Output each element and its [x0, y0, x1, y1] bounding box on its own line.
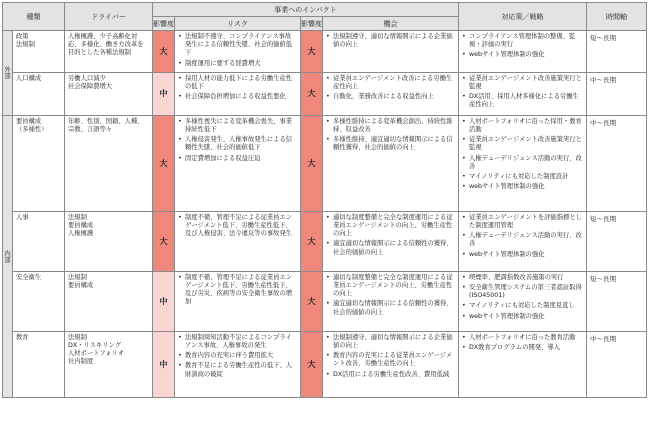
- driver-cell: 法規制 要員構成: [65, 271, 153, 331]
- response-cell: [459, 31, 587, 73]
- response-item: • 人権デューデリジェンス活動の実行、改善: [462, 155, 583, 171]
- risk-item-list: [178, 118, 297, 163]
- type-cell: 教育: [13, 331, 65, 397]
- opportunity-severity-badge: 大: [301, 271, 323, 331]
- response-cell: [459, 331, 587, 397]
- opportunity-item-list: [326, 274, 455, 317]
- driver-cell: 年齢、性別、国籍、人種、宗教、言語等々: [65, 115, 153, 211]
- type-cell: 安全衛生: [13, 271, 65, 331]
- risk-opportunity-table: [2, 2, 647, 398]
- risk-cell: [175, 331, 301, 397]
- timeline-cell: 中〜長期: [587, 115, 647, 211]
- opportunity-item-list: [326, 334, 455, 379]
- response-item: • 従業員エンゲージメントを評価指標とした制度運用管理: [462, 214, 583, 230]
- response-item: • webサイト管理体制の強化: [462, 313, 583, 321]
- risk-item: • 制度不備、管理不足による従業員エンゲージメント低下、労働生産性低下、及び労災、疾病等の安全衛生事故の増加: [178, 274, 297, 307]
- header-impact: 事業へのインパクト: [153, 3, 459, 17]
- risk-item: • 制度運用に要する経費増大: [178, 60, 297, 68]
- risk-severity-badge: 大: [153, 31, 175, 73]
- header-opp-severity: 影響度: [301, 17, 323, 31]
- opportunity-cell: [323, 271, 459, 331]
- risk-item-list: [178, 334, 297, 379]
- risk-severity-badge: 中: [153, 72, 175, 115]
- risk-item-list: [178, 33, 297, 68]
- risk-item: • 法規制周知活動不足によるコンプライアンス事故、人権事故の発生: [178, 334, 297, 350]
- response-item: • 喫煙率、肥満指数改善施策の実行: [462, 274, 583, 282]
- response-item-list: [462, 33, 583, 60]
- opportunity-item: • 適切な制度整備と完全な制度運用による従業員エンゲージメントの向上、労働生産性の向上: [326, 274, 455, 299]
- opportunity-item: • 従業員エンゲージメント改善による労働生産性向上: [326, 75, 455, 91]
- type-cell: 人口構成: [13, 72, 65, 115]
- header-type: 種類: [3, 3, 65, 31]
- response-item: • マイノリティにも対応した制度設計: [462, 173, 583, 181]
- timeline-cell: 中〜長期: [587, 72, 647, 115]
- opportunity-item: • 自動化、業務改善による収益性向上: [326, 93, 455, 101]
- risk-severity-badge: 大: [153, 115, 175, 211]
- response-item-list: [462, 214, 583, 259]
- risk-cell: [175, 115, 301, 211]
- risk-cell: [175, 72, 301, 115]
- response-cell: [459, 115, 587, 211]
- response-item-list: [462, 274, 583, 321]
- response-item: • 人材ポートフォリオに沿った採用・教育活動: [462, 118, 583, 134]
- risk-item-list: [178, 214, 297, 239]
- response-item: • 人権デューデリジェンス活動の実行、改善: [462, 232, 583, 248]
- type-cell: 要員構成 （多様性）: [13, 115, 65, 211]
- response-cell: [459, 72, 587, 115]
- driver-cell: 人権擁護、少子高齢化対応、多様化、働き方改革を目的とした各種法規制: [65, 31, 153, 73]
- risk-item: • 教育不足による労働生産性の低下、人財訓商の破綻: [178, 362, 297, 378]
- opportunity-item: • 適宜適切な情報開示による信頼性の獲得、社会的価値の向上: [326, 300, 455, 316]
- opportunity-item: • 多様性維持による変革機会創出、持続性維持、収益改善: [326, 118, 455, 134]
- header-response: 対応策／戦略: [459, 3, 587, 31]
- opportunity-item: • 多様性維持、適宜適切な情報開示による信頼性獲得、社会的価値の向上: [326, 136, 455, 152]
- table-row: [3, 31, 647, 73]
- risk-item: • 採用人材の能力低下による労働生産性の低下: [178, 75, 297, 91]
- header-risk: リスク: [175, 17, 301, 31]
- response-item: • webサイト管理体制の強化: [462, 51, 583, 59]
- opportunity-cell: [323, 115, 459, 211]
- risk-opportunity-table-container: [2, 2, 646, 426]
- timeline-cell: 短〜長期: [587, 31, 647, 73]
- risk-cell: [175, 31, 301, 73]
- opportunity-cell: [323, 211, 459, 271]
- opportunity-item: • 適宜適切な情報開示による信頼性の獲得、社会的価値の向上: [326, 240, 455, 256]
- risk-severity-badge: 中: [153, 271, 175, 331]
- response-item: • 従業員エンゲージメント改善施策実行と監視: [462, 136, 583, 152]
- table-row: [3, 72, 647, 115]
- opportunity-severity-badge: 大: [301, 31, 323, 73]
- opportunity-item-list: [326, 75, 455, 102]
- driver-cell: 法規制 DX・リスキリング 人材ポートフォリオ 社内制度: [65, 331, 153, 397]
- opportunity-severity-badge: 大: [301, 115, 323, 211]
- risk-severity-badge: 中: [153, 331, 175, 397]
- opportunity-severity-badge: 大: [301, 211, 323, 271]
- header-driver: ドライバー: [65, 3, 153, 31]
- type-cell: 政策 法規制: [13, 31, 65, 73]
- opportunity-severity-badge: 大: [301, 331, 323, 397]
- opportunity-item: • DX活用による労働生産性改善、費用低減: [326, 371, 455, 379]
- opportunity-item: • 適切な制度整備と完全な制度運用による従業員エンゲージメントの向上、労働生産性の向上: [326, 214, 455, 239]
- type-cell: 人事: [13, 211, 65, 271]
- response-item-list: [462, 75, 583, 110]
- response-item-list: [462, 334, 583, 352]
- response-item: • マイノリティにも対応した制度見直し: [462, 302, 583, 310]
- timeline-cell: 短〜長期: [587, 271, 647, 331]
- driver-cell: 法規制 要員構成 人権擁護: [65, 211, 153, 271]
- table-row: [3, 211, 647, 271]
- opportunity-item-list: [326, 33, 455, 49]
- response-item: • コンプライアンス管理体制の整備、監視・評価の実行: [462, 33, 583, 49]
- group-label-external: 外部: [3, 31, 13, 116]
- risk-item: • 固定費増加による収益圧迫: [178, 155, 297, 163]
- response-item: • DX活用、採用人材多様化による労働生産性向上: [462, 93, 583, 109]
- risk-item: • 法規制不遵守、コンプライアンス事故発生による信頼性失墜、社会的価値低下: [178, 33, 297, 58]
- opportunity-cell: [323, 331, 459, 397]
- risk-cell: [175, 211, 301, 271]
- opportunity-severity-badge: 大: [301, 72, 323, 115]
- timeline-cell: 中〜長期: [587, 331, 647, 397]
- risk-item: • 人権侵害発生、人権事故発生による信頼性失墜、社会的価値低下: [178, 136, 297, 152]
- table-row: [3, 115, 647, 211]
- opportunity-item: • 教育内容の充実による従業員エンゲージメント改善、労働生産性の向上: [326, 352, 455, 368]
- risk-item: • 教育内容の充実に伴う費用拡大: [178, 352, 297, 360]
- response-item: • DX教育プログラムの開発、導入: [462, 344, 583, 352]
- header-opportunity: 機会: [323, 17, 459, 31]
- response-cell: [459, 271, 587, 331]
- header-timeline: 時間軸: [587, 3, 647, 31]
- response-item: • 人材ポートフォリオに沿った教育活動: [462, 334, 583, 342]
- timeline-cell: 短〜長期: [587, 211, 647, 271]
- risk-item-list: [178, 75, 297, 102]
- opportunity-item-list: [326, 214, 455, 257]
- opportunity-cell: [323, 31, 459, 73]
- risk-item: • 制度不備、管理不足による従業員エンゲージメント低下、労働生産性低下、及び人権侵害、法令違反等の事故発生: [178, 214, 297, 239]
- risk-item: • 多様性喪失による変革機会喪失、事業持続性低下: [178, 118, 297, 134]
- opportunity-item: • 法規制遵守、適切な情報開示による企業価値の向上: [326, 334, 455, 350]
- response-item: • 従業員エンゲージメント改善施策実行と監視: [462, 75, 583, 91]
- table-row: [3, 271, 647, 331]
- response-item: • 安全衛生管理システムの第三者認証取得(ISO45001): [462, 284, 583, 300]
- response-item: • webサイト管理体制の強化: [462, 183, 583, 191]
- response-item-list: [462, 118, 583, 192]
- response-cell: [459, 211, 587, 271]
- table-row: [3, 331, 647, 397]
- opportunity-item: • 法規制遵守、適切な情報開示による企業価値の向上: [326, 33, 455, 49]
- risk-cell: [175, 271, 301, 331]
- opportunity-item-list: [326, 118, 455, 153]
- group-label-internal: 内部: [3, 115, 13, 397]
- response-item: • webサイト管理体制の強化: [462, 251, 583, 259]
- risk-item: • 社会保障負担増加による収益性悪化: [178, 93, 297, 101]
- risk-item-list: [178, 274, 297, 307]
- header-risk-severity: 影響度: [153, 17, 175, 31]
- driver-cell: 労働人口減少 社会保障費増大: [65, 72, 153, 115]
- opportunity-cell: [323, 72, 459, 115]
- risk-severity-badge: 大: [153, 211, 175, 271]
